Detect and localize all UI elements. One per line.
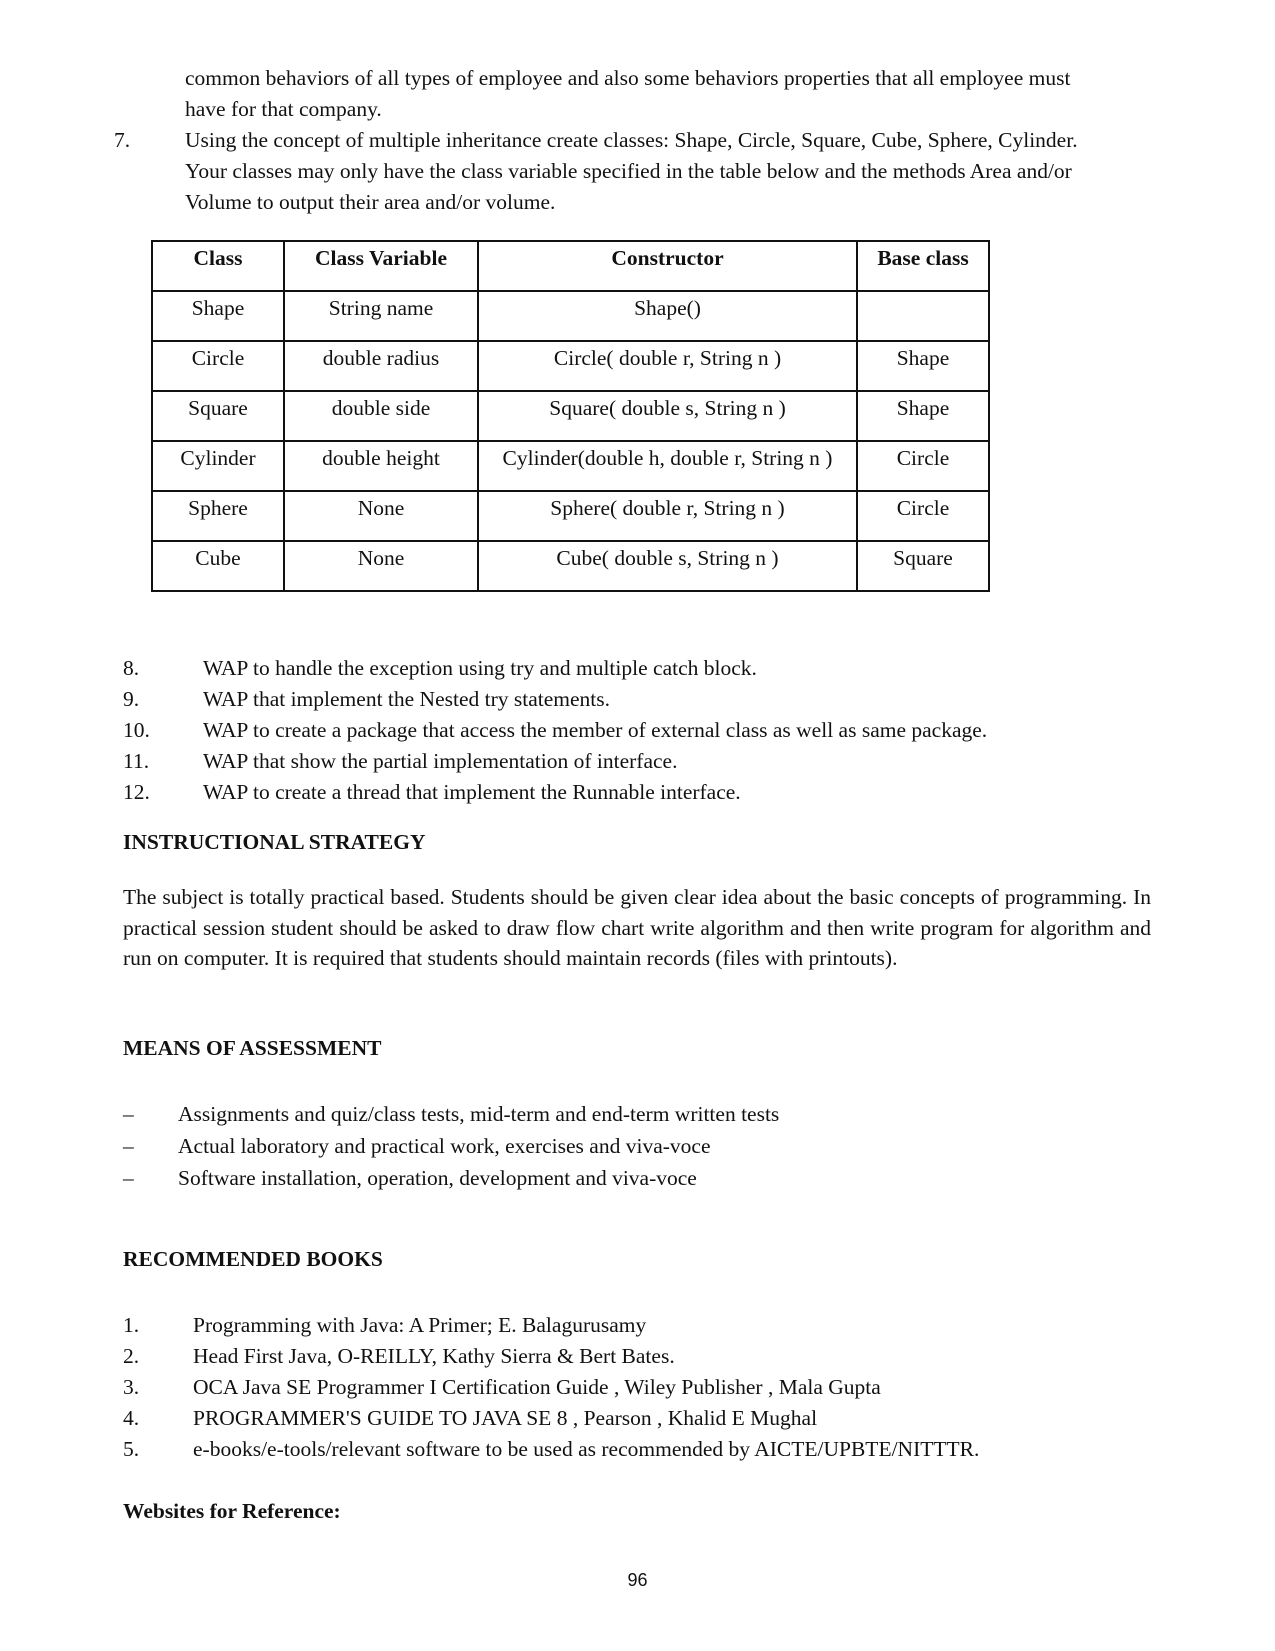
table-header-cell: Base class xyxy=(857,241,989,291)
item-7-line-3: Volume to output their area and/or volume. xyxy=(185,190,556,214)
table-cell: Sphere xyxy=(152,491,284,541)
item-text: WAP to create a package that access the member of external class as well as same package. xyxy=(203,718,988,742)
table-row xyxy=(152,341,989,391)
assessment-item: Assignments and quiz/class tests, mid-term and end-term written tests xyxy=(178,1102,780,1126)
item-text: WAP that show the partial implementation of interface. xyxy=(203,749,678,773)
table-cell: Shape xyxy=(152,291,284,341)
item-number: 12. xyxy=(123,780,150,804)
book-text: Programming with Java: A Primer; E. Balagurusamy xyxy=(193,1313,647,1337)
assessment-item: Actual laboratory and practical work, exercises and viva-voce xyxy=(178,1134,711,1158)
table-header-cell: Class xyxy=(152,241,284,291)
table-cell: String name xyxy=(284,291,478,341)
bullet-dash: – xyxy=(123,1102,134,1126)
table-cell: double radius xyxy=(284,341,478,391)
table-cell: double side xyxy=(284,391,478,441)
item-number: 8. xyxy=(123,656,140,680)
assessment-item: Software installation, operation, development and viva-voce xyxy=(178,1166,697,1190)
instructional-strategy-text: The subject is totally practical based. Students should be given clear idea about the basic concepts of programming. In practical session student should be asked to draw flow chart write algorithm and then write program for algorithm and run on computer. It is required that students should maintain records (files with printouts). xyxy=(123,885,1151,970)
item-text: WAP that implement the Nested try statements. xyxy=(203,687,611,711)
table-cell: Shape() xyxy=(478,291,857,341)
table-cell: Cylinder xyxy=(152,441,284,491)
table-row xyxy=(152,391,989,441)
item-text: WAP to handle the exception using try and multiple catch block. xyxy=(203,656,757,680)
table-cell xyxy=(857,291,989,341)
table-cell: Circle xyxy=(152,341,284,391)
bullet-dash: – xyxy=(123,1166,134,1190)
table-cell: Circle( double r, String n ) xyxy=(478,341,857,391)
table-cell: None xyxy=(284,541,478,591)
instructional-strategy-heading: INSTRUCTIONAL STRATEGY xyxy=(123,830,426,854)
item-text: WAP to create a thread that implement the Runnable interface. xyxy=(203,780,741,804)
assessment-heading: MEANS OF ASSESSMENT xyxy=(123,1036,382,1060)
item-7-number: 7. xyxy=(114,128,131,152)
book-number: 1. xyxy=(123,1313,140,1337)
item-7-line-1: Using the concept of multiple inheritance create classes: Shape, Circle, Square, Cube, Sphere, Cylinder. xyxy=(185,128,1078,152)
table-cell: Shape xyxy=(857,391,989,441)
book-number: 5. xyxy=(123,1437,140,1461)
table-cell: Shape xyxy=(857,341,989,391)
recommended-books-heading: RECOMMENDED BOOKS xyxy=(123,1247,383,1271)
item-number: 10. xyxy=(123,718,150,742)
book-number: 4. xyxy=(123,1406,140,1430)
book-text: Head First Java, O-REILLY, Kathy Sierra & Bert Bates. xyxy=(193,1344,675,1368)
bullet-dash: – xyxy=(123,1134,134,1158)
table-header-cell: Class Variable xyxy=(284,241,478,291)
table-row xyxy=(152,541,989,591)
table-cell: double height xyxy=(284,441,478,491)
table-cell: Cube xyxy=(152,541,284,591)
table-cell: Square xyxy=(152,391,284,441)
item-7-line-2: Your classes may only have the class variable specified in the table below and the methods Area and/or xyxy=(185,159,1072,183)
intro-line-1: common behaviors of all types of employee and also some behaviors properties that all employee must xyxy=(185,66,1071,90)
table-cell: Square xyxy=(857,541,989,591)
table-row xyxy=(152,441,989,491)
item-number: 11. xyxy=(123,749,150,773)
book-text: e-books/e-tools/relevant software to be used as recommended by AICTE/UPBTE/NITTTR. xyxy=(193,1437,980,1461)
book-text: PROGRAMMER'S GUIDE TO JAVA SE 8 , Pearson , Khalid E Mughal xyxy=(193,1406,818,1430)
page-number: 96 xyxy=(627,1570,648,1590)
table-cell: Cube( double s, String n ) xyxy=(478,541,857,591)
item-number: 9. xyxy=(123,687,140,711)
book-number: 2. xyxy=(123,1344,140,1368)
table-cell: Square( double s, String n ) xyxy=(478,391,857,441)
intro-line-2: have for that company. xyxy=(185,97,382,121)
book-number: 3. xyxy=(123,1375,140,1399)
table-cell: None xyxy=(284,491,478,541)
book-text: OCA Java SE Programmer I Certification Guide , Wiley Publisher , Mala Gupta xyxy=(193,1375,881,1399)
websites-heading: Websites for Reference: xyxy=(123,1499,341,1523)
table-row xyxy=(152,491,989,541)
table-header-cell: Constructor xyxy=(478,241,857,291)
class-table xyxy=(151,240,990,592)
table-header-row xyxy=(152,241,989,291)
table-cell: Circle xyxy=(857,491,989,541)
table-row xyxy=(152,291,989,341)
table-cell: Cylinder(double h, double r, String n ) xyxy=(478,441,857,491)
table-cell: Sphere( double r, String n ) xyxy=(478,491,857,541)
table-cell: Circle xyxy=(857,441,989,491)
